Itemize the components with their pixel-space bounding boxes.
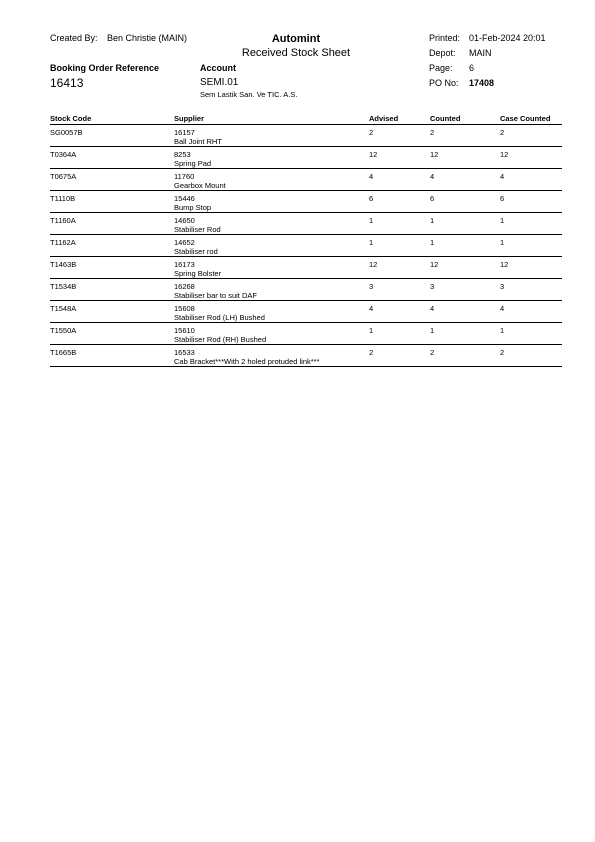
header-case-counted: Case Counted [500,114,551,123]
table-header [50,114,562,125]
table-row [50,257,562,279]
counted-cell: 1 [430,238,435,247]
supplier-cell [174,150,211,168]
item-description: Stabiliser Rod (RH) Bushed [174,335,267,344]
counted-cell: 2 [430,348,435,357]
supplier-cell [174,282,257,300]
table-row [50,301,562,323]
table-row [50,169,562,191]
booking-ref-value: 16413 [50,76,84,90]
stock-code-cell: SG0057B [50,128,83,137]
report-title: Received Stock Sheet [241,47,351,59]
stock-code-cell: T0675A [50,172,77,181]
supplier-cell [174,216,221,234]
po-label: PO No: [429,78,459,88]
header-supplier: Supplier [174,114,205,123]
stock-code-cell: T1534B [50,282,77,291]
advised-cell: 2 [369,348,374,357]
supplier-code: 16268 [174,282,195,291]
case-counted-cell: 1 [500,216,505,225]
case-counted-cell: 2 [500,128,505,137]
case-counted-cell: 4 [500,304,505,313]
table-row [50,235,562,257]
supplier-cell [174,348,320,366]
item-description: Stabiliser bar to suit DAF [174,291,257,300]
case-counted-cell: 3 [500,282,505,291]
table-body [50,125,562,367]
table-row [50,125,562,147]
counted-cell: 12 [430,260,439,269]
item-description: Bump Stop [174,203,212,212]
case-counted-cell: 12 [500,260,509,269]
created-by-value: Ben Christie (MAIN) [107,33,188,43]
counted-cell: 4 [430,304,435,313]
supplier-cell [174,194,211,212]
item-description: Stabiliser Rod (LH) Bushed [174,313,265,322]
supplier-cell [174,172,226,190]
advised-cell: 1 [369,326,374,335]
supplier-cell [174,128,222,146]
stock-code-cell: T1550A [50,326,77,335]
advised-cell: 12 [369,260,378,269]
case-counted-cell: 6 [500,194,505,203]
item-description: Spring Pad [174,159,212,168]
stock-code-cell: T1110B [50,194,76,203]
stock-code-cell: T1160A [50,216,76,225]
case-counted-cell: 12 [500,150,509,159]
created-by-label: Created By: [50,33,98,43]
supplier-code: 11760 [174,172,195,181]
table-row [50,147,562,169]
advised-cell: 2 [369,128,374,137]
advised-cell: 4 [369,304,374,313]
item-description: Stabiliser rod [174,247,218,256]
stock-code-cell: T1665B [50,348,77,357]
item-description: Spring Bolster [174,269,222,278]
counted-cell: 3 [430,282,435,291]
supplier-code: 15608 [174,304,195,313]
counted-cell: 2 [430,128,435,137]
account-code: SEMI.01 [200,77,239,88]
stock-table [50,114,562,367]
item-description: Gearbox Mount [174,181,226,190]
item-description: Stabiliser Rod [174,225,221,234]
advised-cell: 6 [369,194,374,203]
counted-cell: 4 [430,172,435,181]
supplier-code: 15446 [174,194,195,203]
page-number: 6 [469,63,475,73]
item-description: Ball Joint RHT [174,137,222,146]
supplier-code: 8253 [174,150,191,159]
advised-cell: 4 [369,172,374,181]
advised-cell: 12 [369,150,378,159]
header-stock-code: Stock Code [50,114,92,123]
advised-cell: 3 [369,282,374,291]
booking-ref-label: Booking Order Reference [50,63,160,73]
table-row [50,323,562,345]
printed-label: Printed: [429,33,461,43]
supplier-code: 16157 [174,128,195,137]
table-row [50,279,562,301]
advised-cell: 1 [369,238,374,247]
supplier-code: 16173 [174,260,195,269]
stock-code-cell: T1162A [50,238,76,247]
advised-cell: 1 [369,216,374,225]
supplier-cell [174,304,265,322]
supplier-cell [174,238,218,256]
counted-cell: 12 [430,150,439,159]
stock-code-cell: T1548A [50,304,77,313]
table-row [50,191,562,213]
case-counted-cell: 2 [500,348,505,357]
supplier-code: 15610 [174,326,195,335]
supplier-code: 14650 [174,216,195,225]
account-name: Sem Lastik San. Ve TIC. A.S. [200,90,298,99]
depot-value: MAIN [469,48,492,58]
case-counted-cell: 1 [500,238,505,247]
supplier-cell [174,326,266,344]
stock-code-cell: T0364A [50,150,77,159]
header-counted: Counted [430,114,461,123]
table-row [50,213,562,235]
printed-value: 01-Feb-2024 20:01 [469,33,546,43]
stock-code-cell: T1463B [50,260,77,269]
case-counted-cell: 1 [500,326,505,335]
item-description: Cab Bracket***With 2 holed protuded link*** [174,357,320,366]
counted-cell: 1 [430,326,435,335]
supplier-code: 14652 [174,238,195,247]
account-label: Account [200,63,236,73]
counted-cell: 1 [430,216,435,225]
case-counted-cell: 4 [500,172,505,181]
header-advised: Advised [369,114,399,123]
depot-label: Depot: [429,48,456,58]
supplier-cell [174,260,221,278]
counted-cell: 6 [430,194,435,203]
page-label: Page: [429,63,453,73]
table-row [50,345,562,367]
po-value: 17408 [469,78,495,88]
supplier-code: 16533 [174,348,195,357]
company-name: Automint [271,33,321,45]
